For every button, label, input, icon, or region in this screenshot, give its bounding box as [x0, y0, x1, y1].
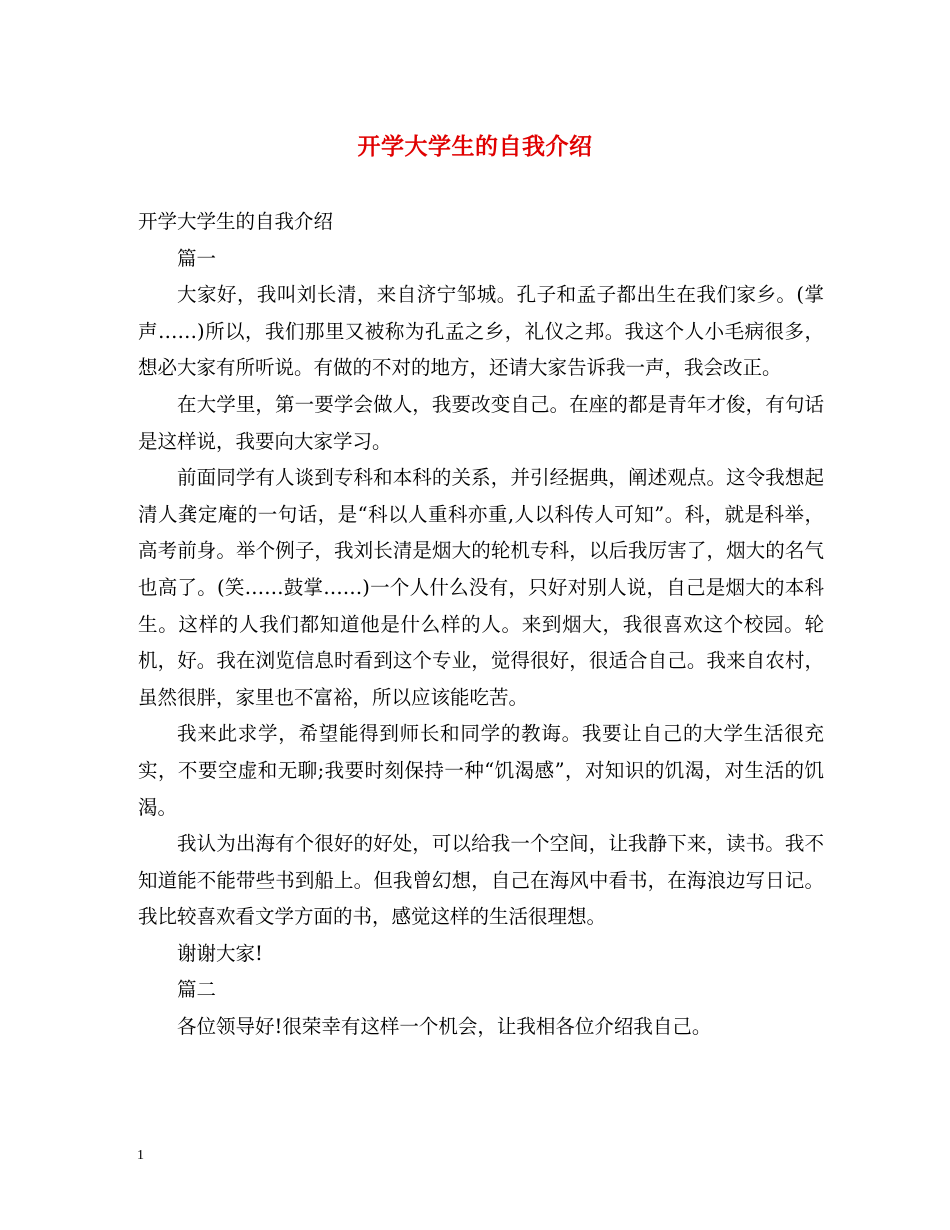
- paragraph: 我认为出海有个很好的好处，可以给我一个空间，让我静下来，读书。我不知道能不能带些书到船上。但我曾幻想，自己在海风中看书，在海浪边写日记。我比较喜欢看文学方面的书，感觉这样的生活很理想。: [138, 832, 824, 929]
- paragraph: 我来此求学，希望能得到师长和同学的教诲。我要让自己的大学生活很充实，不要空虚和无聊;我要时刻保持一种“饥渴感”，对知识的饥渴，对生活的饥渴。: [138, 722, 824, 819]
- document-title: 开学大学生的自我介绍: [357, 133, 593, 160]
- section-heading-1: 篇一: [177, 246, 217, 270]
- section-heading-2: 篇二: [177, 978, 217, 1002]
- body-heading: 开学大学生的自我介绍: [138, 210, 334, 233]
- paragraph: 各位领导好!很荣幸有这样一个机会，让我相各位介绍我自己。: [177, 1015, 712, 1039]
- page-number: 1: [137, 1148, 144, 1163]
- paragraph: 在大学里，第一要学会做人，我要改变自己。在座的都是青年才俊，有句话是这样说，我要向大家学习。: [138, 392, 824, 453]
- paragraph: 大家好，我叫刘长清，来自济宁邹城。孔子和孟子都出生在我们家乡。(掌声……)所以，我们那里又被称为孔孟之乡，礼仪之邦。我这个人小毛病很多，想必大家有所听说。有做的不对的地方，还请大家告诉我一声，我会改正。: [138, 283, 824, 380]
- paragraph: 前面同学有人谈到专科和本科的关系，并引经据典，阐述观点。这令我想起清人龚定庵的一句话，是“科以人重科亦重,人以科传人可知”。科，就是科举，高考前身。举个例子，我刘长清是烟大的轮机专科，以后我厉害了，烟大的名气也高了。(笑……鼓掌……)一个人什么没有，只好对别人说，自己是烟大的本科生。这样的人我们都知道他是什么样的人。来到烟大，我很喜欢这个校园。轮机，好。我在浏览信息时看到这个专业，觉得很好，很适合自己。我来自农村，虽然很胖，家里也不富裕，所以应该能吃苦。: [138, 466, 824, 709]
- document-body: [138, 204, 824, 1046]
- closing-line: 谢谢大家!: [177, 941, 263, 965]
